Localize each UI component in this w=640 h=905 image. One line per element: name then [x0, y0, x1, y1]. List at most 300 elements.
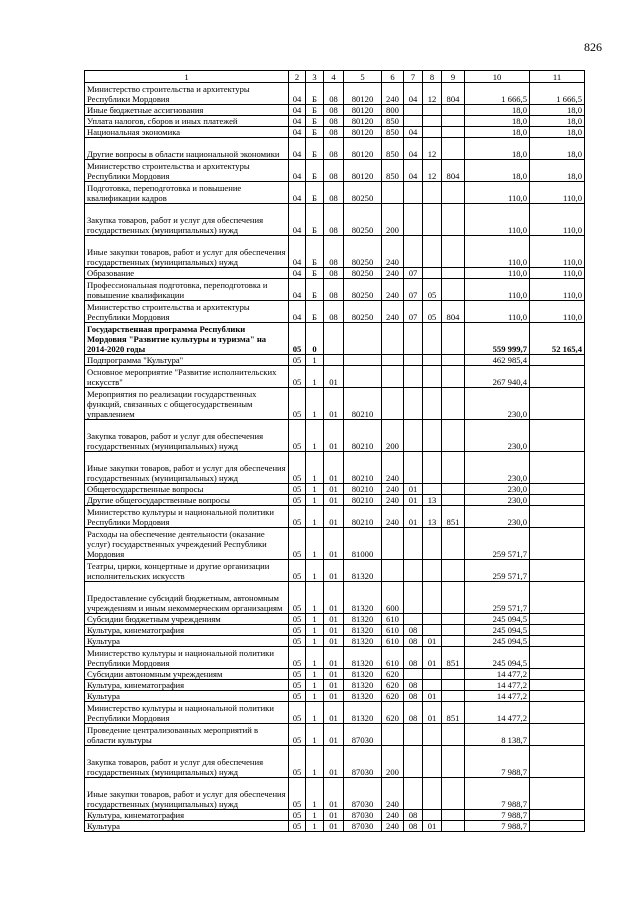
cell-col-4: 08 — [324, 116, 344, 127]
table-row — [85, 724, 585, 746]
cell-col-7: 08 — [404, 647, 423, 669]
cell-col-2: 05 — [289, 506, 306, 528]
cell-col-7: 04 — [404, 127, 423, 138]
cell-col-3: 1 — [306, 366, 324, 388]
cell-col-11 — [530, 484, 585, 495]
cell-col-8: 01 — [423, 702, 442, 724]
cell-col-11: 110,0 — [530, 279, 585, 301]
cell-col-3: 1 — [306, 495, 324, 506]
cell-col-2: 04 — [289, 83, 306, 105]
cell-col-4: 01 — [324, 636, 344, 647]
cell-col-6: 200 — [382, 746, 404, 778]
cell-col-4 — [324, 323, 344, 355]
cell-col-5: 81320 — [344, 636, 382, 647]
cell-col-4: 01 — [324, 366, 344, 388]
cell-col-7 — [404, 614, 423, 625]
cell-col-5: 80120 — [344, 138, 382, 160]
row-name-cell: Иные бюджетные ассигнования — [85, 105, 289, 116]
cell-col-7 — [404, 452, 423, 484]
table-row — [85, 625, 585, 636]
cell-col-10: 230,0 — [465, 388, 530, 420]
cell-col-11 — [530, 528, 585, 560]
cell-col-4: 01 — [324, 821, 344, 832]
cell-col-4: 01 — [324, 614, 344, 625]
cell-col-10: 8 138,7 — [465, 724, 530, 746]
cell-col-11: 110,0 — [530, 236, 585, 268]
cell-col-10: 18,0 — [465, 138, 530, 160]
column-header-2: 2 — [289, 71, 306, 83]
cell-col-5: 80210 — [344, 495, 382, 506]
cell-col-5: 80210 — [344, 420, 382, 452]
cell-col-5: 81320 — [344, 647, 382, 669]
cell-col-5: 80250 — [344, 268, 382, 279]
cell-col-7: 08 — [404, 680, 423, 691]
row-name-cell: Образование — [85, 268, 289, 279]
table-row — [85, 614, 585, 625]
row-name-cell: Другие общегосударственные вопросы — [85, 495, 289, 506]
cell-col-11 — [530, 355, 585, 366]
cell-col-10: 18,0 — [465, 116, 530, 127]
cell-col-5: 81320 — [344, 691, 382, 702]
table-row — [85, 127, 585, 138]
cell-col-4: 08 — [324, 279, 344, 301]
cell-col-6: 240 — [382, 506, 404, 528]
cell-col-4: 01 — [324, 528, 344, 560]
cell-col-10: 7 988,7 — [465, 746, 530, 778]
cell-col-2: 05 — [289, 495, 306, 506]
cell-col-10: 110,0 — [465, 268, 530, 279]
cell-col-2: 05 — [289, 560, 306, 582]
cell-col-5 — [344, 323, 382, 355]
cell-col-11: 110,0 — [530, 204, 585, 236]
cell-col-10: 245 094,5 — [465, 647, 530, 669]
row-name-cell: Иные закупки товаров, работ и услуг для обеспечения государственных (муниципальных) нужд — [85, 778, 289, 810]
cell-col-5: 81320 — [344, 625, 382, 636]
cell-col-11 — [530, 366, 585, 388]
cell-col-9 — [442, 323, 465, 355]
row-name-cell: Основное мероприятие "Развитие исполнительских искусств" — [85, 366, 289, 388]
cell-col-7 — [404, 724, 423, 746]
cell-col-3: 1 — [306, 614, 324, 625]
cell-col-3: Б — [306, 279, 324, 301]
cell-col-3: 1 — [306, 388, 324, 420]
row-name-cell: Подготовка, переподготовка и повышение квалификации кадров — [85, 182, 289, 204]
cell-col-8 — [423, 625, 442, 636]
cell-col-11: 18,0 — [530, 127, 585, 138]
cell-col-5: 81320 — [344, 560, 382, 582]
cell-col-9 — [442, 680, 465, 691]
cell-col-8 — [423, 452, 442, 484]
row-name-cell: Закупка товаров, работ и услуг для обеспечения государственных (муниципальных) нужд — [85, 420, 289, 452]
cell-col-9 — [442, 127, 465, 138]
cell-col-7: 04 — [404, 83, 423, 105]
cell-col-8: 12 — [423, 83, 442, 105]
cell-col-6: 240 — [382, 279, 404, 301]
column-header-9: 9 — [442, 71, 465, 83]
row-name-cell: Предоставление субсидий бюджетным, автономным учреждениям и иным некоммерческим организациям — [85, 582, 289, 614]
cell-col-8 — [423, 724, 442, 746]
cell-col-3: Б — [306, 105, 324, 116]
cell-col-10: 110,0 — [465, 204, 530, 236]
column-header-3: 3 — [306, 71, 324, 83]
cell-col-8 — [423, 116, 442, 127]
cell-col-9 — [442, 495, 465, 506]
cell-col-6: 610 — [382, 647, 404, 669]
cell-col-2: 05 — [289, 680, 306, 691]
cell-col-3: 1 — [306, 647, 324, 669]
cell-col-6 — [382, 182, 404, 204]
table-row — [85, 506, 585, 528]
cell-col-7: 08 — [404, 821, 423, 832]
cell-col-4: 01 — [324, 506, 344, 528]
cell-col-10: 230,0 — [465, 452, 530, 484]
cell-col-3: 1 — [306, 669, 324, 680]
cell-col-10: 259 571,7 — [465, 528, 530, 560]
table-row — [85, 160, 585, 182]
cell-col-2: 05 — [289, 528, 306, 560]
table-row — [85, 116, 585, 127]
cell-col-2: 05 — [289, 669, 306, 680]
cell-col-3: 1 — [306, 625, 324, 636]
cell-col-8 — [423, 582, 442, 614]
cell-col-8 — [423, 484, 442, 495]
table-row — [85, 323, 585, 355]
cell-col-2: 04 — [289, 105, 306, 116]
cell-col-9 — [442, 810, 465, 821]
cell-col-6 — [382, 388, 404, 420]
cell-col-2: 05 — [289, 420, 306, 452]
cell-col-9 — [442, 204, 465, 236]
cell-col-4: 01 — [324, 582, 344, 614]
cell-col-6: 240 — [382, 778, 404, 810]
cell-col-7 — [404, 746, 423, 778]
cell-col-3: 1 — [306, 560, 324, 582]
cell-col-5: 80120 — [344, 83, 382, 105]
row-name-cell: Государственная программа Республики Мордовия "Развитие культуры и туризма" на 2014-2020 годы — [85, 323, 289, 355]
cell-col-8: 01 — [423, 636, 442, 647]
table-row — [85, 702, 585, 724]
cell-col-10: 7 988,7 — [465, 821, 530, 832]
row-name-cell: Культура — [85, 691, 289, 702]
cell-col-10: 245 094,5 — [465, 614, 530, 625]
cell-col-5: 80250 — [344, 279, 382, 301]
cell-col-8 — [423, 669, 442, 680]
cell-col-9 — [442, 614, 465, 625]
cell-col-4: 08 — [324, 301, 344, 323]
cell-col-6 — [382, 355, 404, 366]
cell-col-11 — [530, 810, 585, 821]
table-row — [85, 366, 585, 388]
cell-col-9 — [442, 420, 465, 452]
cell-col-8 — [423, 268, 442, 279]
cell-col-3: 0 — [306, 323, 324, 355]
row-name-cell: Министерство строительства и архитектуры Республики Мордовия — [85, 301, 289, 323]
cell-col-7 — [404, 236, 423, 268]
cell-col-3: 1 — [306, 746, 324, 778]
cell-col-5: 80210 — [344, 452, 382, 484]
cell-col-3: 1 — [306, 680, 324, 691]
cell-col-6: 240 — [382, 495, 404, 506]
cell-col-11 — [530, 746, 585, 778]
cell-col-6: 800 — [382, 105, 404, 116]
cell-col-5: 81320 — [344, 702, 382, 724]
cell-col-5: 80250 — [344, 182, 382, 204]
table-row — [85, 691, 585, 702]
table-row — [85, 636, 585, 647]
cell-col-11 — [530, 560, 585, 582]
cell-col-10: 230,0 — [465, 484, 530, 495]
cell-col-9 — [442, 484, 465, 495]
row-name-cell: Национальная экономика — [85, 127, 289, 138]
cell-col-8: 12 — [423, 138, 442, 160]
cell-col-2: 04 — [289, 301, 306, 323]
cell-col-2: 05 — [289, 691, 306, 702]
cell-col-5: 80250 — [344, 204, 382, 236]
cell-col-6 — [382, 560, 404, 582]
cell-col-4: 08 — [324, 236, 344, 268]
cell-col-9 — [442, 268, 465, 279]
cell-col-4: 08 — [324, 83, 344, 105]
cell-col-8 — [423, 746, 442, 778]
cell-col-2: 04 — [289, 268, 306, 279]
cell-col-2: 05 — [289, 323, 306, 355]
cell-col-6: 200 — [382, 204, 404, 236]
cell-col-3: Б — [306, 127, 324, 138]
cell-col-7: 07 — [404, 268, 423, 279]
cell-col-5 — [344, 366, 382, 388]
cell-col-8 — [423, 388, 442, 420]
table-row — [85, 355, 585, 366]
column-header-10: 10 — [465, 71, 530, 83]
cell-col-4: 01 — [324, 691, 344, 702]
cell-col-11 — [530, 724, 585, 746]
cell-col-2: 05 — [289, 810, 306, 821]
cell-col-5: 81320 — [344, 680, 382, 691]
cell-col-10: 110,0 — [465, 279, 530, 301]
cell-col-4: 01 — [324, 452, 344, 484]
cell-col-5: 87030 — [344, 810, 382, 821]
cell-col-9 — [442, 105, 465, 116]
cell-col-11 — [530, 625, 585, 636]
column-header-7: 7 — [404, 71, 423, 83]
cell-col-11: 18,0 — [530, 105, 585, 116]
table-row — [85, 528, 585, 560]
cell-col-9: 851 — [442, 647, 465, 669]
cell-col-7 — [404, 182, 423, 204]
cell-col-7: 01 — [404, 484, 423, 495]
cell-col-6: 240 — [382, 484, 404, 495]
row-name-cell: Субсидии бюджетным учреждениям — [85, 614, 289, 625]
column-header-8: 8 — [423, 71, 442, 83]
cell-col-8: 13 — [423, 495, 442, 506]
cell-col-11 — [530, 495, 585, 506]
cell-col-4: 01 — [324, 669, 344, 680]
cell-col-7 — [404, 355, 423, 366]
cell-col-3: 1 — [306, 452, 324, 484]
cell-col-2: 05 — [289, 702, 306, 724]
cell-col-11 — [530, 680, 585, 691]
cell-col-4: 01 — [324, 746, 344, 778]
cell-col-7: 07 — [404, 279, 423, 301]
cell-col-8 — [423, 810, 442, 821]
cell-col-10: 110,0 — [465, 182, 530, 204]
cell-col-2: 05 — [289, 388, 306, 420]
cell-col-7: 01 — [404, 506, 423, 528]
cell-col-10: 259 571,7 — [465, 582, 530, 614]
cell-col-6: 240 — [382, 821, 404, 832]
cell-col-4: 01 — [324, 702, 344, 724]
cell-col-6 — [382, 366, 404, 388]
row-name-cell: Министерство культуры и национальной политики Республики Мордовия — [85, 506, 289, 528]
row-name-cell: Расходы на обеспечение деятельности (оказание услуг) государственных учреждений Республики Мордовия — [85, 528, 289, 560]
cell-col-5: 81320 — [344, 669, 382, 680]
cell-col-2: 05 — [289, 484, 306, 495]
cell-col-8: 12 — [423, 160, 442, 182]
cell-col-7 — [404, 420, 423, 452]
cell-col-4: 01 — [324, 810, 344, 821]
cell-col-7: 08 — [404, 810, 423, 821]
cell-col-9 — [442, 582, 465, 614]
cell-col-9: 804 — [442, 83, 465, 105]
cell-col-8 — [423, 420, 442, 452]
cell-col-9: 851 — [442, 702, 465, 724]
cell-col-3: 1 — [306, 636, 324, 647]
row-name-cell: Министерство культуры и национальной политики Республики Мордовия — [85, 647, 289, 669]
cell-col-5: 81000 — [344, 528, 382, 560]
cell-col-4: 01 — [324, 778, 344, 810]
table-row — [85, 138, 585, 160]
cell-col-6: 620 — [382, 680, 404, 691]
cell-col-11 — [530, 778, 585, 810]
cell-col-5: 87030 — [344, 778, 382, 810]
cell-col-10: 110,0 — [465, 236, 530, 268]
cell-col-7 — [404, 560, 423, 582]
cell-col-11: 18,0 — [530, 160, 585, 182]
row-name-cell: Общегосударственные вопросы — [85, 484, 289, 495]
cell-col-7: 08 — [404, 702, 423, 724]
cell-col-9 — [442, 746, 465, 778]
cell-col-6: 200 — [382, 420, 404, 452]
cell-col-2: 05 — [289, 582, 306, 614]
row-name-cell: Закупка товаров, работ и услуг для обеспечения государственных (муниципальных) нужд — [85, 204, 289, 236]
cell-col-7: 01 — [404, 495, 423, 506]
budget-table — [84, 70, 585, 832]
row-name-cell: Министерство строительства и архитектуры Республики Мордовия — [85, 160, 289, 182]
cell-col-6: 240 — [382, 810, 404, 821]
cell-col-5: 80210 — [344, 388, 382, 420]
cell-col-11 — [530, 702, 585, 724]
cell-col-7: 08 — [404, 691, 423, 702]
cell-col-10: 18,0 — [465, 127, 530, 138]
cell-col-4: 01 — [324, 680, 344, 691]
cell-col-10: 1 666,5 — [465, 83, 530, 105]
cell-col-8: 13 — [423, 506, 442, 528]
row-name-cell: Другие вопросы в области национальной экономики — [85, 138, 289, 160]
table-row — [85, 647, 585, 669]
cell-col-4: 01 — [324, 495, 344, 506]
table-row — [85, 452, 585, 484]
cell-col-10: 18,0 — [465, 160, 530, 182]
cell-col-7 — [404, 669, 423, 680]
cell-col-4 — [324, 355, 344, 366]
cell-col-10: 7 988,7 — [465, 810, 530, 821]
cell-col-11 — [530, 388, 585, 420]
cell-col-6: 610 — [382, 614, 404, 625]
cell-col-6: 240 — [382, 236, 404, 268]
cell-col-7: 04 — [404, 160, 423, 182]
cell-col-8: 01 — [423, 647, 442, 669]
cell-col-8 — [423, 182, 442, 204]
cell-col-5: 81320 — [344, 614, 382, 625]
cell-col-8 — [423, 236, 442, 268]
cell-col-7: 07 — [404, 301, 423, 323]
cell-col-5: 80120 — [344, 127, 382, 138]
cell-col-7 — [404, 778, 423, 810]
column-header-11: 11 — [530, 71, 585, 83]
cell-col-10: 230,0 — [465, 495, 530, 506]
cell-col-2: 04 — [289, 182, 306, 204]
cell-col-4: 01 — [324, 724, 344, 746]
cell-col-2: 05 — [289, 636, 306, 647]
row-name-cell: Мероприятия по реализации государственных функций, связанных с общегосударственным управлением — [85, 388, 289, 420]
cell-col-2: 04 — [289, 116, 306, 127]
cell-col-4: 08 — [324, 127, 344, 138]
cell-col-11: 110,0 — [530, 268, 585, 279]
cell-col-3: 1 — [306, 484, 324, 495]
cell-col-6: 620 — [382, 669, 404, 680]
cell-col-4: 01 — [324, 560, 344, 582]
row-name-cell: Министерство строительства и архитектуры Республики Мордовия — [85, 83, 289, 105]
cell-col-11 — [530, 636, 585, 647]
cell-col-3: Б — [306, 268, 324, 279]
page-number: 826 — [584, 40, 602, 54]
cell-col-9 — [442, 366, 465, 388]
cell-col-4: 01 — [324, 420, 344, 452]
cell-col-3: 1 — [306, 355, 324, 366]
cell-col-9 — [442, 636, 465, 647]
table-row — [85, 105, 585, 116]
cell-col-6 — [382, 323, 404, 355]
cell-col-4: 08 — [324, 204, 344, 236]
cell-col-10: 14 477,2 — [465, 691, 530, 702]
cell-col-10: 14 477,2 — [465, 680, 530, 691]
row-name-cell: Профессиональная подготовка, переподготовка и повышение квалификации — [85, 279, 289, 301]
cell-col-11 — [530, 452, 585, 484]
table-row — [85, 810, 585, 821]
cell-col-3: 1 — [306, 582, 324, 614]
row-name-cell: Подпрограмма "Культура" — [85, 355, 289, 366]
cell-col-3: Б — [306, 160, 324, 182]
table-row — [85, 746, 585, 778]
cell-col-3: Б — [306, 182, 324, 204]
cell-col-3: 1 — [306, 778, 324, 810]
row-name-cell: Субсидии автономным учреждениям — [85, 669, 289, 680]
cell-col-9 — [442, 116, 465, 127]
cell-col-10: 559 999,7 — [465, 323, 530, 355]
cell-col-9 — [442, 236, 465, 268]
cell-col-9 — [442, 821, 465, 832]
cell-col-6: 240 — [382, 301, 404, 323]
cell-col-2: 05 — [289, 778, 306, 810]
cell-col-9 — [442, 388, 465, 420]
cell-col-11 — [530, 582, 585, 614]
column-header-5: 5 — [344, 71, 382, 83]
cell-col-3: Б — [306, 83, 324, 105]
cell-col-3: 1 — [306, 506, 324, 528]
row-name-cell: Проведение централизованных мероприятий в области культуры — [85, 724, 289, 746]
cell-col-10: 14 477,2 — [465, 702, 530, 724]
cell-col-11 — [530, 821, 585, 832]
